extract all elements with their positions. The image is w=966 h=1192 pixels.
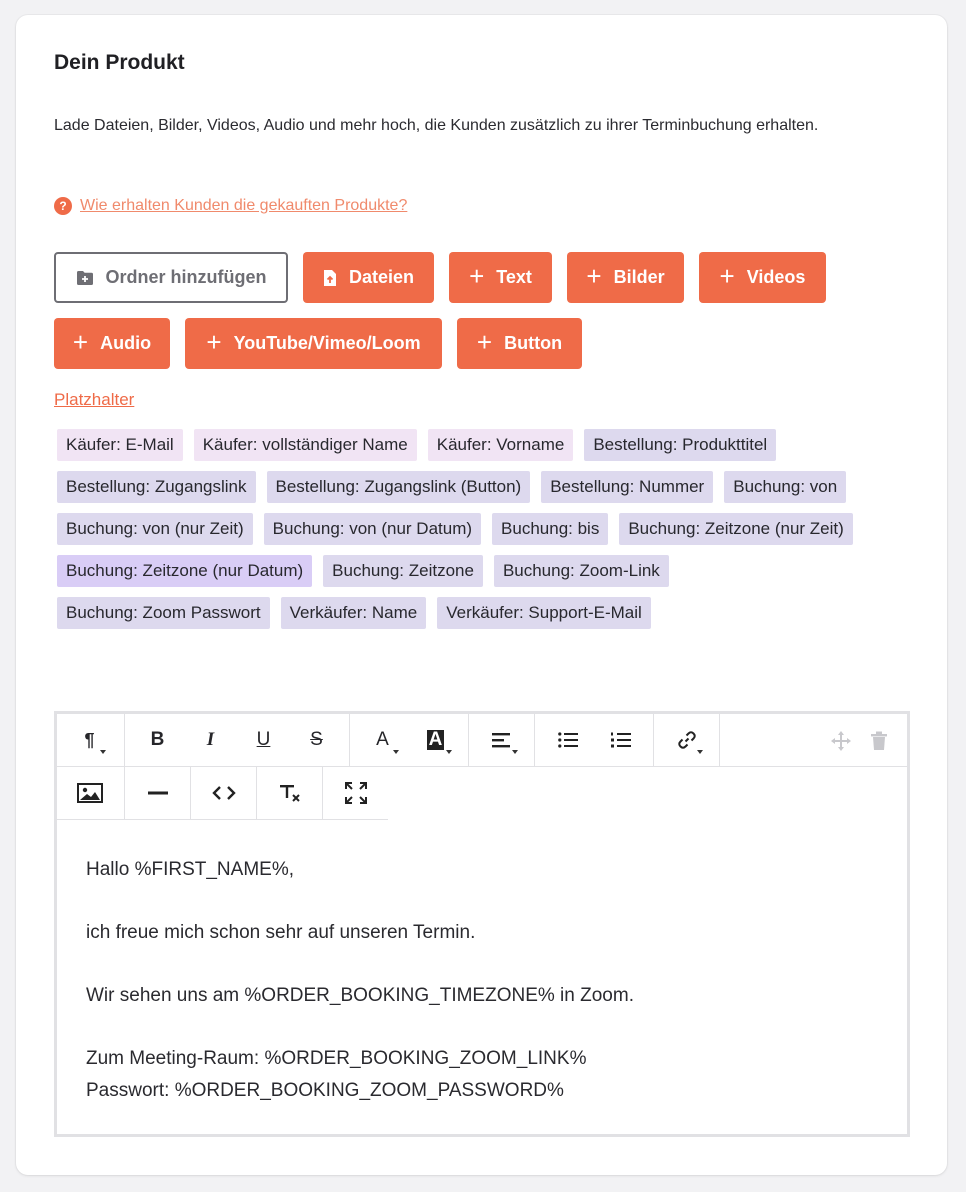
content-line: Hallo %FIRST_NAME%,: [86, 859, 294, 880]
toolbar-group-paragraph: [57, 714, 125, 766]
underline-icon: U: [256, 729, 271, 750]
placeholder-chip[interactable]: Buchung: Zeitzone: [323, 555, 483, 587]
align-left-icon: [492, 732, 512, 748]
strikethrough-icon: S: [310, 729, 323, 750]
add-videos-button[interactable]: [699, 252, 826, 303]
add-text-button[interactable]: [449, 252, 552, 303]
font-color-icon: A: [376, 729, 389, 750]
question-icon: ?: [54, 197, 72, 215]
toolbar-group-lists: [535, 714, 654, 766]
placeholder-chip[interactable]: Buchung: Zeitzone (nur Zeit): [619, 513, 852, 545]
placeholder-chip[interactable]: Bestellung: Produkttitel: [584, 429, 776, 461]
add-files-button[interactable]: [303, 252, 434, 303]
add-youtube-label: YouTube/Vimeo/Loom: [233, 333, 421, 353]
font-color-button[interactable]: [356, 714, 409, 766]
background-color-button[interactable]: [409, 714, 462, 766]
content-line: ich freue mich schon sehr auf unseren Termin.: [86, 922, 476, 943]
content-line: Passwort: %ORDER_BOOKING_ZOOM_PASSWORD%: [86, 1079, 564, 1101]
toolbar-row-1: [57, 714, 907, 767]
add-audio-label: Audio: [100, 333, 152, 353]
plus-icon: +: [476, 327, 493, 357]
add-files-label: Dateien: [348, 267, 415, 287]
add-button-button[interactable]: [457, 318, 582, 369]
file-upload-icon: [323, 269, 337, 287]
placeholder-chip[interactable]: Käufer: E-Mail: [57, 429, 183, 461]
plus-icon: +: [469, 261, 485, 291]
underline-button[interactable]: [237, 714, 290, 766]
add-text-label: Text: [496, 267, 532, 287]
toolbar-group-align: [469, 714, 535, 766]
numbered-list-button[interactable]: [594, 714, 647, 766]
card-title: Dein Produkt: [54, 51, 185, 74]
plus-icon: +: [586, 261, 602, 291]
placeholder-chip[interactable]: Buchung: von: [724, 471, 846, 503]
placeholder-chip[interactable]: Verkäufer: Name: [281, 597, 427, 629]
italic-icon: I: [206, 729, 215, 750]
strikethrough-button[interactable]: [290, 714, 343, 766]
trash-icon[interactable]: [867, 731, 891, 751]
paragraph-icon: ¶: [84, 729, 95, 750]
link-icon: [677, 730, 697, 750]
plus-icon: +: [719, 261, 735, 291]
horizontal-rule-button[interactable]: [131, 767, 184, 819]
code-icon: [212, 785, 236, 801]
insert-image-button[interactable]: [63, 767, 116, 819]
clear-formatting-icon: [279, 783, 301, 803]
help-row: [54, 197, 407, 215]
add-content-buttons-row-1: [54, 252, 826, 303]
fullscreen-icon: [345, 782, 367, 804]
add-images-label: Bilder: [613, 267, 665, 287]
placeholder-chip[interactable]: Buchung: von (nur Datum): [264, 513, 481, 545]
toolbar-group-clear: [257, 767, 323, 819]
toolbar-group-code: [191, 767, 257, 819]
rich-text-editor: [54, 711, 910, 1137]
horizontal-rule-icon: [148, 791, 168, 795]
add-youtube-button[interactable]: [185, 318, 442, 369]
content-line: Zum Meeting-Raum: %ORDER_BOOKING_ZOOM_LINK%: [86, 1048, 587, 1069]
add-folder-button[interactable]: [54, 252, 288, 303]
move-icon[interactable]: [829, 730, 853, 752]
bullet-list-icon: [558, 732, 578, 748]
help-link[interactable]: Wie erhalten Kunden die gekauften Produkte?: [80, 197, 408, 214]
numbered-list-icon: [611, 732, 631, 748]
placeholder-chip[interactable]: Bestellung: Zugangslink (Button): [267, 471, 531, 503]
toolbar-group-text-style: [125, 714, 350, 766]
bold-button[interactable]: [131, 714, 184, 766]
plus-icon: +: [72, 327, 89, 357]
paragraph-format-button[interactable]: [63, 714, 116, 766]
image-icon: [77, 783, 103, 803]
folder-plus-icon: [76, 270, 94, 286]
background-color-icon: A: [428, 729, 443, 750]
editor-content[interactable]: [86, 854, 634, 1106]
bullet-list-button[interactable]: [541, 714, 594, 766]
card-description: Lade Dateien, Bilder, Videos, Audio und mehr hoch, die Kunden zusätzlich zu ihrer Terminbuchung erhalten.: [54, 117, 819, 134]
placeholder-chips: [57, 429, 877, 629]
toolbar-block-actions: [829, 714, 891, 767]
placeholder-chip[interactable]: Verkäufer: Support-E-Mail: [437, 597, 651, 629]
add-audio-button[interactable]: [54, 318, 170, 369]
placeholder-chip[interactable]: Buchung: Zeitzone (nur Datum): [57, 555, 312, 587]
bold-icon: B: [150, 729, 165, 750]
toolbar-group-link: [654, 714, 720, 766]
add-content-buttons-row-2: [54, 318, 582, 369]
placeholder-chip[interactable]: Buchung: von (nur Zeit): [57, 513, 253, 545]
product-card: [16, 15, 947, 1175]
placeholder-chip[interactable]: Bestellung: Nummer: [541, 471, 713, 503]
toolbar-group-image: [57, 767, 125, 819]
placeholder-chip[interactable]: Käufer: vollständiger Name: [194, 429, 417, 461]
plus-icon: +: [206, 327, 222, 357]
placeholder-chip[interactable]: Bestellung: Zugangslink: [57, 471, 256, 503]
content-line: Wir sehen uns am %ORDER_BOOKING_TIMEZONE% in Zoom.: [86, 985, 634, 1006]
insert-link-button[interactable]: [660, 714, 713, 766]
placeholder-chip[interactable]: Buchung: Zoom-Link: [494, 555, 669, 587]
clear-formatting-button[interactable]: [263, 767, 316, 819]
align-button[interactable]: [475, 714, 528, 766]
toolbar-group-fullscreen: [323, 767, 388, 819]
code-view-button[interactable]: [197, 767, 250, 819]
placeholder-chip[interactable]: Buchung: bis: [492, 513, 608, 545]
placeholder-chip[interactable]: Buchung: Zoom Passwort: [57, 597, 270, 629]
fullscreen-button[interactable]: [329, 767, 382, 819]
toolbar-row-2: [57, 767, 388, 820]
italic-button[interactable]: [184, 714, 237, 766]
placeholder-toggle[interactable]: Platzhalter: [54, 390, 135, 409]
toolbar-group-colors: [350, 714, 469, 766]
toolbar-group-hr: [125, 767, 191, 819]
add-videos-label: Videos: [746, 267, 806, 287]
add-folder-label: Ordner hinzufügen: [105, 267, 267, 287]
add-button-label: Button: [504, 333, 563, 353]
add-images-button[interactable]: [567, 252, 684, 303]
placeholder-chip[interactable]: Käufer: Vorname: [428, 429, 574, 461]
